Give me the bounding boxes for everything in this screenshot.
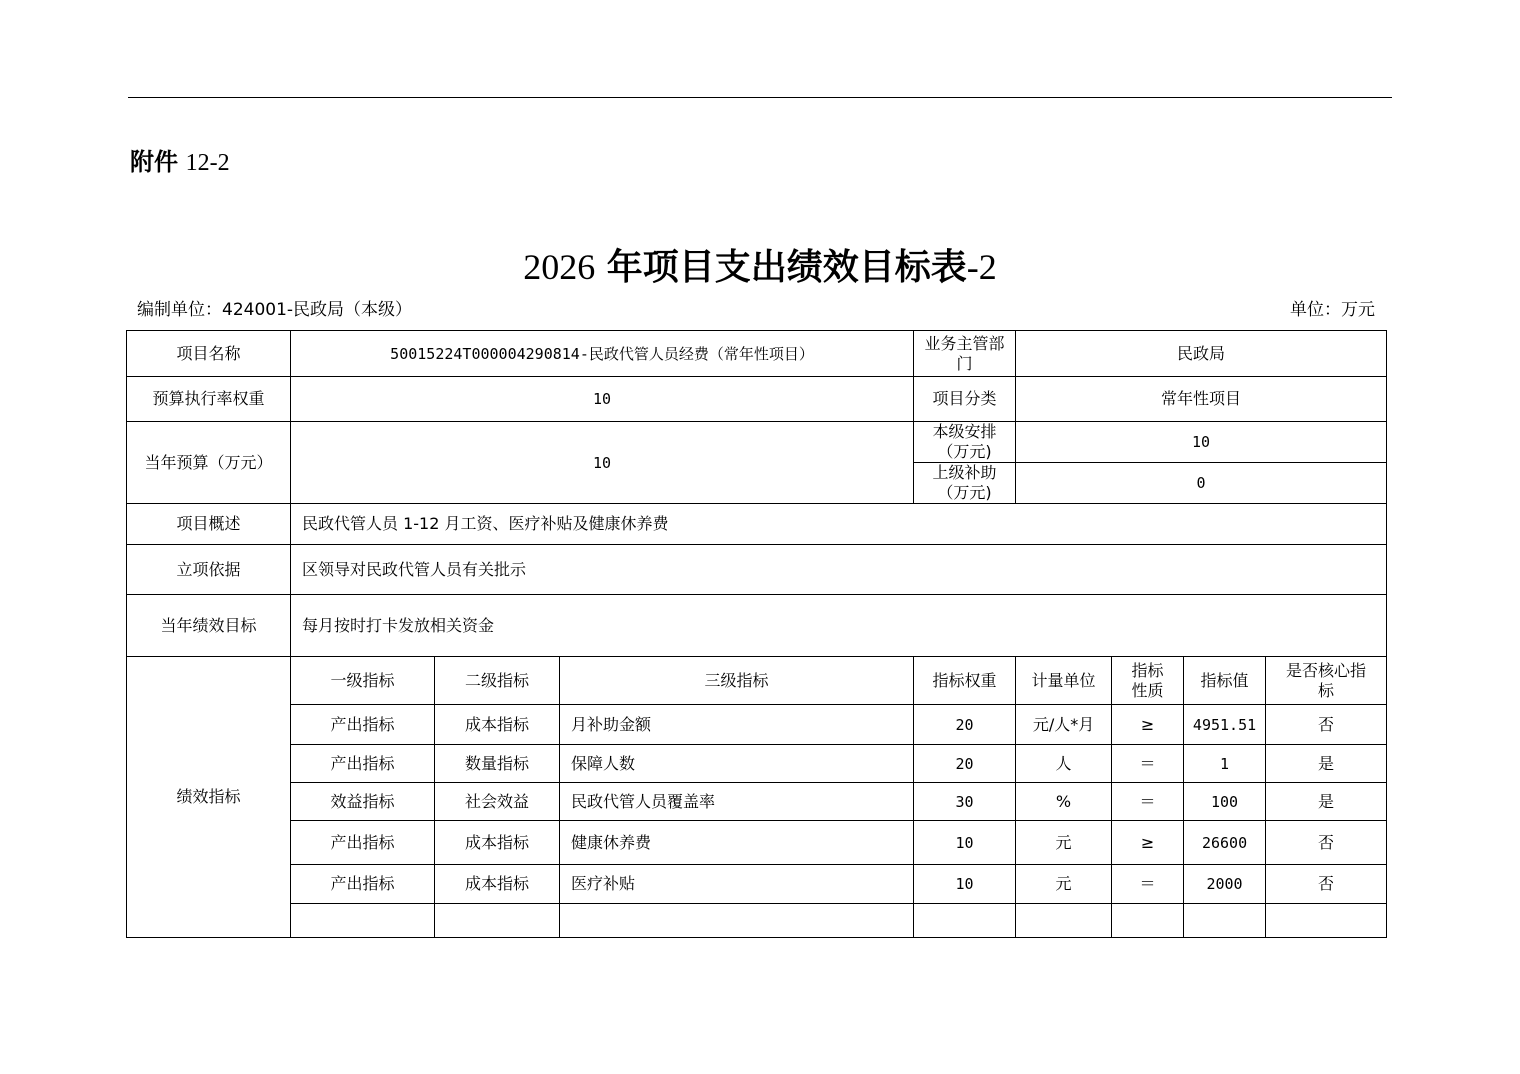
cell-unit: 元 xyxy=(1016,821,1112,865)
row-basis xyxy=(127,545,1387,595)
header-core-line2: 标 xyxy=(1318,680,1335,700)
cell-nature: ≥ xyxy=(1112,705,1184,745)
weight-value: 10 xyxy=(291,377,914,422)
cell-core: 是 xyxy=(1266,783,1387,821)
indicators-section-label: 绩效指标 xyxy=(127,657,291,938)
header-rule xyxy=(128,97,1392,98)
header-nature-line2: 性质 xyxy=(1131,680,1164,700)
cell-level1: 产出指标 xyxy=(291,745,435,783)
overview-label: 项目概述 xyxy=(127,504,291,545)
budget-label: 当年预算（万元） xyxy=(127,422,291,504)
header-level3: 三级指标 xyxy=(560,657,914,705)
cell-level1: 产出指标 xyxy=(291,865,435,904)
row-overview xyxy=(127,504,1387,545)
header-nature xyxy=(1112,657,1184,705)
cell-nature: ＝ xyxy=(1112,745,1184,783)
cell-value: 26600 xyxy=(1184,821,1266,865)
cell-weight: 10 xyxy=(914,821,1016,865)
subsidy-value: 0 xyxy=(1016,463,1387,504)
basis-label: 立项依据 xyxy=(127,545,291,595)
cell-unit: 人 xyxy=(1016,745,1112,783)
cell-level3: 保障人数 xyxy=(560,745,914,783)
subsidy-label: 上级补助（万元) xyxy=(914,463,1016,504)
cell-weight: 20 xyxy=(914,745,1016,783)
table-row xyxy=(127,821,1387,865)
cell-weight: 10 xyxy=(914,865,1016,904)
table-row xyxy=(127,865,1387,904)
title-year: 2026 xyxy=(523,247,596,287)
cell-weight: 20 xyxy=(914,705,1016,745)
empty-cell xyxy=(1266,904,1387,938)
category-label: 项目分类 xyxy=(914,377,1016,422)
goal-value: 每月按时打卡发放相关资金 xyxy=(291,595,1387,657)
basis-value: 区领导对民政代管人员有关批示 xyxy=(291,545,1387,595)
row-goal xyxy=(127,595,1387,657)
dept-label: 业务主管部门 xyxy=(914,331,1016,377)
cell-level1: 产出指标 xyxy=(291,705,435,745)
cell-level2: 成本指标 xyxy=(435,705,560,745)
cell-value: 4951.51 xyxy=(1184,705,1266,745)
header-unit: 计量单位 xyxy=(1016,657,1112,705)
title-main: 年项目支出绩效目标表 xyxy=(606,247,967,288)
attachment-number: 12-2 xyxy=(185,150,230,176)
empty-cell xyxy=(435,904,560,938)
row-budget xyxy=(127,422,1387,463)
cell-core: 否 xyxy=(1266,705,1387,745)
document-title xyxy=(0,244,1520,291)
table-row xyxy=(127,745,1387,783)
header-core xyxy=(1266,657,1387,705)
cell-core: 是 xyxy=(1266,745,1387,783)
row-project-name xyxy=(127,331,1387,377)
cell-level3: 月补助金额 xyxy=(560,705,914,745)
table-row xyxy=(127,705,1387,745)
empty-cell xyxy=(1112,904,1184,938)
cell-core: 否 xyxy=(1266,821,1387,865)
cell-nature: ＝ xyxy=(1112,865,1184,904)
cell-level2: 数量指标 xyxy=(435,745,560,783)
cell-nature: ≥ xyxy=(1112,821,1184,865)
row-weight xyxy=(127,377,1387,422)
cell-nature: ＝ xyxy=(1112,783,1184,821)
cell-level3: 健康休养费 xyxy=(560,821,914,865)
header-weight: 指标权重 xyxy=(914,657,1016,705)
cell-level2: 社会效益 xyxy=(435,783,560,821)
header-core-line1: 是否核心指 xyxy=(1286,660,1367,680)
money-unit: 单位：万元 xyxy=(1290,300,1375,320)
empty-cell xyxy=(560,904,914,938)
project-name-label: 项目名称 xyxy=(127,331,291,377)
cell-level3: 医疗补贴 xyxy=(560,865,914,904)
cell-unit: 元 xyxy=(1016,865,1112,904)
indicator-header-row xyxy=(127,657,1387,705)
empty-cell xyxy=(1016,904,1112,938)
header-nature-line1: 指标 xyxy=(1131,660,1164,680)
compiler-unit: 编制单位：424001-民政局（本级） xyxy=(137,300,413,320)
cell-level2: 成本指标 xyxy=(435,865,560,904)
empty-cell xyxy=(914,904,1016,938)
cell-value: 2000 xyxy=(1184,865,1266,904)
cell-value: 1 xyxy=(1184,745,1266,783)
header-level1: 一级指标 xyxy=(291,657,435,705)
goal-label: 当年绩效目标 xyxy=(127,595,291,657)
cell-level1: 产出指标 xyxy=(291,821,435,865)
cell-core: 否 xyxy=(1266,865,1387,904)
cell-value: 100 xyxy=(1184,783,1266,821)
attachment-text: 附件 xyxy=(130,148,178,176)
overview-value: 民政代管人员 1-12 月工资、医疗补贴及健康休养费 xyxy=(291,504,1387,545)
dept-value: 民政局 xyxy=(1016,331,1387,377)
project-name-value: 50015224T000004290814-民政代管人员经费（常年性项目） xyxy=(291,331,914,377)
header-value: 指标值 xyxy=(1184,657,1266,705)
cell-level2: 成本指标 xyxy=(435,821,560,865)
local-label: 本级安排（万元) xyxy=(914,422,1016,463)
local-value: 10 xyxy=(1016,422,1387,463)
cell-weight: 30 xyxy=(914,783,1016,821)
cell-unit: % xyxy=(1016,783,1112,821)
category-value: 常年性项目 xyxy=(1016,377,1387,422)
attachment-label xyxy=(130,145,230,180)
cell-level1: 效益指标 xyxy=(291,783,435,821)
cell-unit: 元/人*月 xyxy=(1016,705,1112,745)
header-level2: 二级指标 xyxy=(435,657,560,705)
performance-goal-table xyxy=(126,330,1387,938)
empty-cell xyxy=(291,904,435,938)
cell-level3: 民政代管人员覆盖率 xyxy=(560,783,914,821)
weight-label: 预算执行率权重 xyxy=(127,377,291,422)
title-suffix: -2 xyxy=(966,247,997,287)
empty-cell xyxy=(1184,904,1266,938)
table-row xyxy=(127,783,1387,821)
budget-value: 10 xyxy=(291,422,914,504)
empty-row xyxy=(127,904,1387,938)
